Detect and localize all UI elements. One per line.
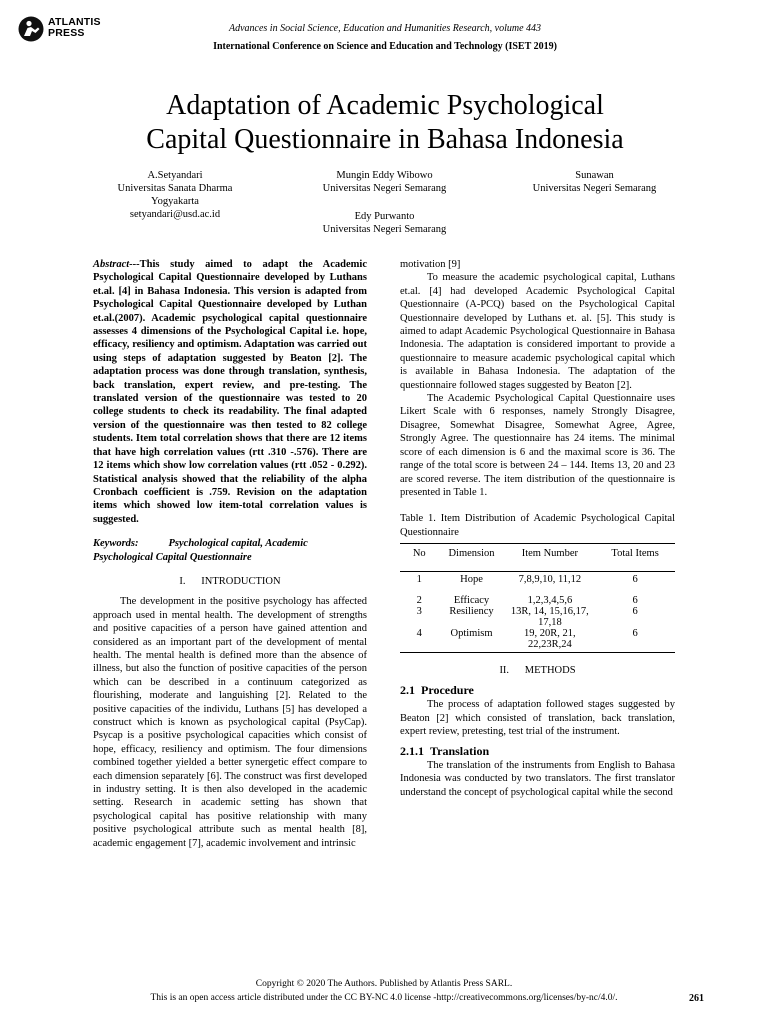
table-cell: 6 xyxy=(632,573,638,585)
introduction-paragraph: The development in the positive psychology has affected approach used in mental health. The development of strengths and positive capacities of a person have gained attention and considered as an important part of the development of mental health. The mental health is defined more than the absence of illness, but also the function of positive capacities of the person which can be described in a continuum categorized as flourishing, moderate and languishing [2]. Related to the positive capacities of the individu, Luthans [5] has developed a construct which is known as psychological capital (PsyCap). Psycap is a positive psychological capacities which consist of hope, efficacy, resiliency and optimism. The four dimensions combined together yielded a better synergetic effect compare to each dimension separately [6]. The construct was first developed in industry setting. It is then also developed in the academic setting. Research in academic setting has shown that psychological capital has positive relationship with many positive psychological attribute such as mental health [8], academic engagement [7], academic involvement and intrinsic xyxy=(93,596,367,849)
author-name: Sunawan xyxy=(575,170,614,181)
publisher-wordmark: ATLANTIS PRESS xyxy=(48,16,101,39)
abstract-label: Abstract xyxy=(93,259,130,270)
section-heading-methods: II. METHODS xyxy=(499,664,576,676)
journal-name: Advances in Social Science, Education and Humanities Research, volume 443 xyxy=(228,23,542,34)
keywords xyxy=(93,537,367,564)
author-affiliation: Universitas Sanata Dharma xyxy=(117,183,233,194)
body-paragraph: To measure the academic psychological capital, Luthans et.al. [4] had developed Academic Psychological Capital Questionnaire (A-PCQ) based on the Psychological Capital Questionnaire developed by Luthans et. al. [5]. This study is aimed to adapt Academic Psychological Questionnaire in Bahasa Indonesia. The adaptation is considered important to provide a questionnaire to measure academic psychological capital which is available in Bahasa Indonesia. The adaptation of the questionnaire followed stages suggested by Beaton [2]. xyxy=(400,272,675,391)
author-affiliation: Universitas Negeri Semarang xyxy=(532,183,657,194)
table-cell: 1,2,3,4,5,6 xyxy=(527,594,573,606)
left-column xyxy=(93,258,367,850)
page-number: 261 xyxy=(689,993,704,1004)
paper-title: Adaptation of Academic Psychological Capital Questionnaire in Bahasa Indonesia xyxy=(146,90,624,155)
table-cell: 6 xyxy=(632,594,638,606)
table-cell: Efficacy xyxy=(453,594,490,606)
publisher-logo xyxy=(18,14,118,44)
keywords-label: Keywords: xyxy=(93,538,139,550)
subsection-heading-translation: 2.1.1 Translation xyxy=(400,743,490,758)
table-row xyxy=(400,595,675,606)
procedure-paragraph: The process of adaptation followed stages suggested by Beaton [2] which consisted of translation, back translation, expert review, pretesting, test trial of the instrument. xyxy=(400,699,675,738)
translation-paragraph: The translation of the instruments from English to Bahasa Indonesia was conducted by two translators. The first translator understand the concept of psychological capital while the second xyxy=(400,759,675,798)
atlantis-figure-icon xyxy=(18,16,44,42)
table-header-cell: Item Number xyxy=(505,544,596,571)
table-row xyxy=(400,606,675,628)
table-row xyxy=(400,628,675,653)
table-cell: Optimism xyxy=(439,628,505,653)
author-name: Mungin Eddy Wibowo xyxy=(336,170,433,181)
section-heading-introduction: I. INTRODUCTION xyxy=(179,575,281,587)
author-name: Edy Purwanto xyxy=(354,211,415,222)
copyright-notice: Copyright © 2020 The Authors. Published by Atlantis Press SARL. xyxy=(255,979,513,989)
table-header-cell: No xyxy=(400,544,439,571)
continuation-text: motivation [9] xyxy=(400,259,461,270)
item-distribution-table xyxy=(400,543,675,652)
table-cell: 2 xyxy=(416,594,422,606)
table-header-row xyxy=(400,544,675,571)
author-name: A.Setyandari xyxy=(147,170,203,181)
table-header-cell: Dimension xyxy=(439,544,505,571)
author-affiliation: Universitas Negeri Semarang xyxy=(322,224,447,235)
author-block xyxy=(302,169,467,195)
table-cell: 6 xyxy=(632,605,638,617)
body-paragraph: The Academic Psychological Capital Questionnaire uses Likert Scale with 6 responses, namely Strongly Disagree, Disagree, Somewhat Disagree, Somewhat Agree, Agree, Strongly Agree. The questionnaire has 24 items. The minimal score of each dimension is 6 and the maximal score is 36. The range of the total score is between 24 – 144. Items 13, 20 and 23 are scored reverse. The item distribution of the questionnaire is presented in Table 1. xyxy=(400,393,675,498)
table-cell: Hope xyxy=(460,573,483,585)
conference-name: International Conference on Science and Education and Technology (ISET 2019) xyxy=(213,41,557,52)
table-cell: 13R, 14, 15,16,17, 17,18 xyxy=(510,605,589,628)
table-cell: 4 xyxy=(400,628,439,653)
right-column xyxy=(400,258,675,799)
author-city: Yogyakarta xyxy=(151,196,199,207)
table-cell: 1 xyxy=(416,573,422,585)
author-block xyxy=(100,169,250,221)
author-email[interactable]: setyandari@usd.ac.id xyxy=(129,209,221,220)
table-header-cell: Total Items xyxy=(595,544,675,571)
table-caption: Table 1. Item Distribution of Academic Psychological Capital Questionnaire xyxy=(400,513,675,538)
subsection-heading-procedure: 2.1 Procedure xyxy=(400,682,474,697)
table-cell: 6 xyxy=(595,628,675,653)
table-cell: 3 xyxy=(416,605,422,617)
author-block xyxy=(517,169,672,195)
license-notice[interactable]: This is an open access article distributed under the CC BY-NC 4.0 license -http://creativecommons.org/licenses/by-nc/4.0/. xyxy=(150,993,618,1003)
table-cell: Resiliency xyxy=(449,605,494,617)
author-affiliation: Universitas Negeri Semarang xyxy=(322,183,447,194)
abstract-text: ---This study aimed to adapt the Academic Psychological Capital Questionnaire developed by Luthans et.al. [4] in Bahasa Indonesia. This version is adapted from Psychological Capital Questionnaire developed by Luthan et.al.(2007). Academic psychological capital questionnaire assesses 4 dimensions of the Psychological Capital i.e. hope, efficacy, resiliency and optimism. Adaptation was carried out using steps of adaptation suggested by Beaton [2]. The adaptation process was done through translation, synthesis, back translation, expert review, and pre-testing. The translated version of the questionnaire was tested to 20 college students to check its readability. The final adapted version of the questionnaire was then tested to 82 college students. Item total correlation shows that there are 12 items that have high correlation values (rtt .310 -.576). There are 12 items which show low correlation values (rtt .052 - 0.292). Statistical analysis showed that the reliability of the alpha Cronbach coefficient is .759. Revision on the adaptation items which showed low item-total correlation values is suggested. xyxy=(93,259,367,525)
table-cell: 7,8,9,10, 11,12 xyxy=(518,573,582,585)
table-cell: 19, 20R, 21, 22,23R,24 xyxy=(505,628,596,653)
author-block xyxy=(302,210,467,236)
keywords-text: Psychological capital, Academic Psychological Capital Questionnaire xyxy=(93,538,308,563)
abstract xyxy=(93,258,367,526)
table-row xyxy=(400,571,675,595)
